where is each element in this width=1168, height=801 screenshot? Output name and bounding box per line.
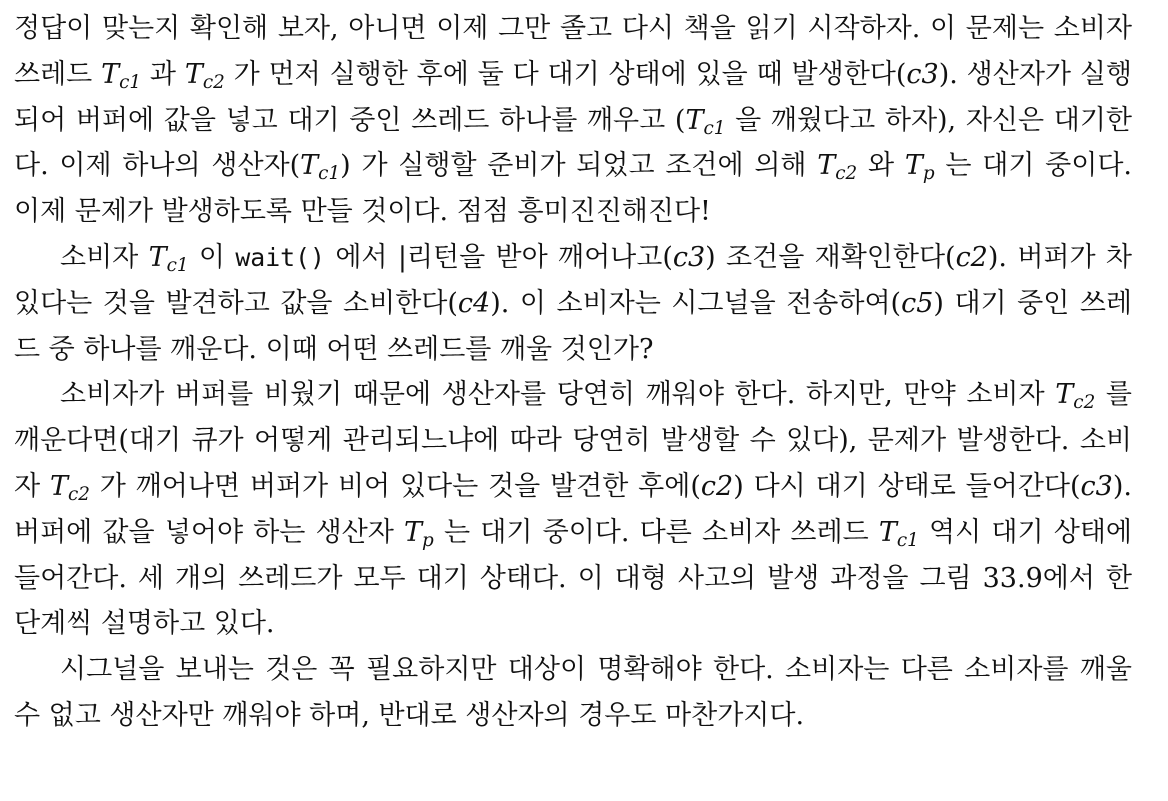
paragraph-4 [14, 647, 1132, 739]
math-subscript: c2 [1073, 392, 1096, 414]
math-symbol [685, 104, 726, 139]
math-subscript: c1 [119, 71, 142, 93]
code-function: wait() [235, 242, 325, 272]
math-subscript: p [422, 529, 434, 551]
math-base: T [404, 516, 423, 548]
math-base: T [817, 150, 836, 182]
math-symbol [906, 59, 938, 90]
math-base: c3 [906, 58, 939, 90]
math-symbol [404, 516, 434, 551]
math-base: c3 [672, 241, 706, 273]
text-run: 는 대기 중이다. 다른 소비자 쓰레드 [433, 516, 879, 548]
math-base: T [904, 150, 923, 182]
text-run: 가 깨어나면 버퍼가 비어 있다는 것을 발견한 후에( [89, 470, 701, 502]
text-run: ). 버퍼에 값을 넣어야 하는 생산자 [14, 470, 1132, 548]
text-run: 는 대기 중이다. 이제 문제가 발생하도록 만들 것이다. 점점 흥미진진해진다! [14, 150, 1133, 228]
math-symbol [184, 58, 225, 93]
math-subscript: c1 [166, 255, 189, 277]
math-base: T [148, 241, 167, 273]
math-subscript: c2 [67, 484, 90, 506]
text-run: ). 이 소비자는 시그널을 전송하여( [490, 287, 902, 319]
math-symbol [817, 150, 858, 185]
math-symbol [49, 470, 90, 506]
math-base: T [49, 470, 68, 502]
text-run: 을 깨웠다고 하자), 자신은 대기한다. 이제 하나의 생산자( [14, 104, 1132, 182]
text-run: ). 버퍼가 차있다는 것을 발견하고 값을 소비한다( [14, 241, 1132, 319]
text-run: ) 조건을 재확인한다( [705, 241, 956, 273]
math-base: T [101, 58, 120, 90]
text-run: ) 대기 중인 쓰레드 중 하나를 깨운다. 이때 어떤 쓰레드를 깨울 것인가? [14, 287, 1133, 365]
math-subscript: c2 [202, 71, 225, 93]
text-run: 소비자가 버퍼를 비웠기 때문에 생산자를 당연히 깨워야 한다. 하지만, 만약 소비자 [60, 379, 1056, 411]
math-subscript: c1 [318, 163, 341, 185]
math-symbol [956, 242, 988, 273]
text-run: 이 [188, 241, 236, 273]
math-base: c4 [457, 287, 491, 319]
math-symbol [1081, 471, 1113, 502]
math-symbol [1055, 379, 1096, 414]
math-base: c2 [700, 470, 734, 502]
math-symbol [901, 288, 933, 319]
math-subscript: c1 [896, 529, 919, 551]
text-run: 와 [857, 150, 905, 182]
math-symbol [101, 58, 142, 93]
math-subscript: c1 [703, 117, 726, 139]
text-run: 정답이 맞는지 확인해 보자, 아니면 이제 그만 졸고 다시 책을 읽기 시작하자. 이 문제는 소비자 쓰레드 [14, 13, 1132, 90]
math-base: T [685, 104, 704, 136]
text-run: ) 다시 대기 상태로 들어간다( [733, 470, 1081, 502]
math-symbol [904, 150, 935, 185]
text-run: ) 가 실행할 준비가 되었고 조건에 의해 [340, 150, 818, 182]
math-symbol [878, 516, 919, 551]
math-base: c3 [1080, 470, 1113, 502]
text-run: 를 깨운다면(대기 큐가 어떻게 관리되느냐에 따라 당연히 발생할 수 있다), 문제가 발생한다. 소비자 [14, 379, 1133, 502]
text-run: ). 생산자가 실행되어 버퍼에 값을 넣고 대기 중인 쓰레드 하나를 깨우고 ( [14, 58, 1132, 136]
math-symbol [148, 241, 189, 277]
text-run: 역시 대기 상태에 들어간다. 세 개의 쓰레드가 모두 대기 상태다. 이 대형 사고의 발생 과정을 그림 33.9에서 한 단계씩 설명하고 있다. [14, 516, 1132, 640]
math-symbol [673, 242, 705, 273]
text-run: 시그널을 보내는 것은 꼭 필요하지만 대상이 명확해야 한다. 소비자는 다른 소비자를 깨울 수 없고 생산자만 깨워야 하며, 반대로 생산자의 경우도 마찬가지다. [14, 654, 1132, 731]
math-symbol [458, 288, 490, 319]
paragraph-2 [14, 235, 1132, 372]
math-subscript: p [922, 163, 935, 185]
text-run: 에서 |리턴을 받아 깨어나고( [325, 241, 673, 273]
math-base: c5 [901, 287, 934, 319]
math-base: c2 [955, 241, 988, 273]
paragraph-3 [14, 372, 1132, 647]
text-run: 소비자 [60, 241, 149, 273]
math-symbol [701, 471, 733, 502]
paragraph-1 [14, 6, 1132, 235]
math-base: T [1055, 379, 1074, 411]
math-subscript: c2 [835, 163, 858, 185]
text-run: 가 먼저 실행한 후에 둘 다 대기 상태에 있을 때 발생한다( [224, 58, 907, 90]
math-base: T [878, 516, 897, 548]
text-run: 과 [141, 58, 185, 90]
math-base: T [300, 150, 319, 182]
math-symbol [300, 150, 341, 185]
math-base: T [184, 58, 203, 90]
